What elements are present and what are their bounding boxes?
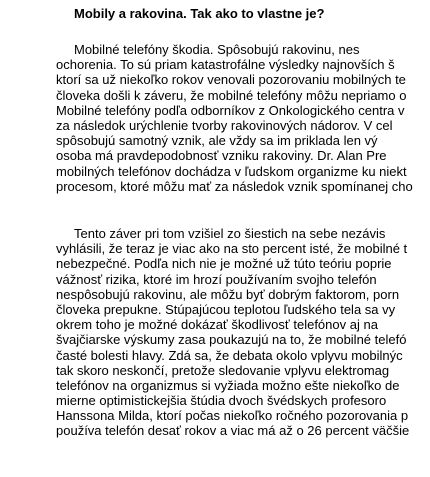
paragraph-line: švajčiarske výskumy zasa poukazujú na to, že mobilné telefó — [56, 332, 407, 348]
paragraph-line: nespôsobujú rakovinu, ale môžu byť dobrým faktorom, porn — [56, 286, 400, 302]
paragraph-line: používa telefón desať rokov a viac má až o 26 percent väčšie — [56, 423, 410, 439]
paragraph-line: osoba má pravdepodobnosť vzniku rakoviny. Dr. Alan Pre — [56, 148, 387, 164]
paragraph-line: ochorenia. To sú priam katastrofálne výsledky najnovších š — [56, 57, 395, 73]
paragraph-line: Hanssona Milda, ktorí počas niekoľko ročného pozorovania p — [56, 408, 409, 424]
paragraph-line: procesom, ktoré môžu mať za následok vznik spomínanej cho — [56, 178, 413, 194]
paragraph-line: človeka prepukne. Stúpajúcou teplotou ľudského tela sa vy — [56, 301, 396, 317]
paragraph-1 — [56, 42, 430, 194]
paragraph-line: mobilných telefónov dochádza v ľudskom organizme ku niekt — [56, 163, 407, 179]
paragraph-line: Mobilné telefóny podľa odborníkov z Onkologického centra v — [56, 102, 405, 118]
paragraph-line: človeka došli k záveru, že mobilné telefóny môžu nepriamo o — [56, 87, 407, 103]
paragraph-line: telefónov na organizmus si vyžiada možno ešte niekoľko de — [56, 377, 400, 393]
document-title: Mobily a rakovina. Tak ako to vlastne je? — [74, 6, 325, 21]
paragraph-line: za následok urýchlenie tvorby rakovinových nádorov. V cel — [56, 117, 393, 133]
paragraph-line: ktorí sa už niekoľko rokov venovali pozorovaniu mobilných te — [56, 72, 406, 88]
paragraph-line: spôsobujú samotný vznik, ale vždy sa im priklada len vý — [56, 133, 378, 149]
paragraph-line: vážnosť rizika, ktoré im hrozí používaním svojho telefón — [56, 271, 377, 287]
paragraph-2 — [56, 226, 430, 439]
paragraph-line: vyhlásili, že teraz je viac ako na sto percent isté, že mobilné t — [56, 241, 408, 257]
paragraph-line: tak skoro neskončí, pretože sledovanie vplyvu elektromag — [56, 362, 390, 378]
paragraph-line: nebezpečné. Podľa nich nie je možné už túto teóriu poprie — [56, 256, 392, 272]
paragraph-line: Mobilné telefóny škodia. Spôsobujú rakovinu, nes — [74, 42, 360, 57]
paragraph-line: okrem toho je možné dokázať škodlivosť telefónov aj na — [56, 317, 378, 333]
paragraph-line: Tento záver pri tom vzišiel zo šiestich na sebe nezávis — [74, 226, 386, 241]
paragraph-line: časté bolesti hlavy. Zdá sa, že debata okolo vplyvu mobilnýc — [56, 347, 403, 363]
paragraph-line: mierne optimistickejšia štúdia dvoch švédskych profesoro — [56, 393, 387, 409]
